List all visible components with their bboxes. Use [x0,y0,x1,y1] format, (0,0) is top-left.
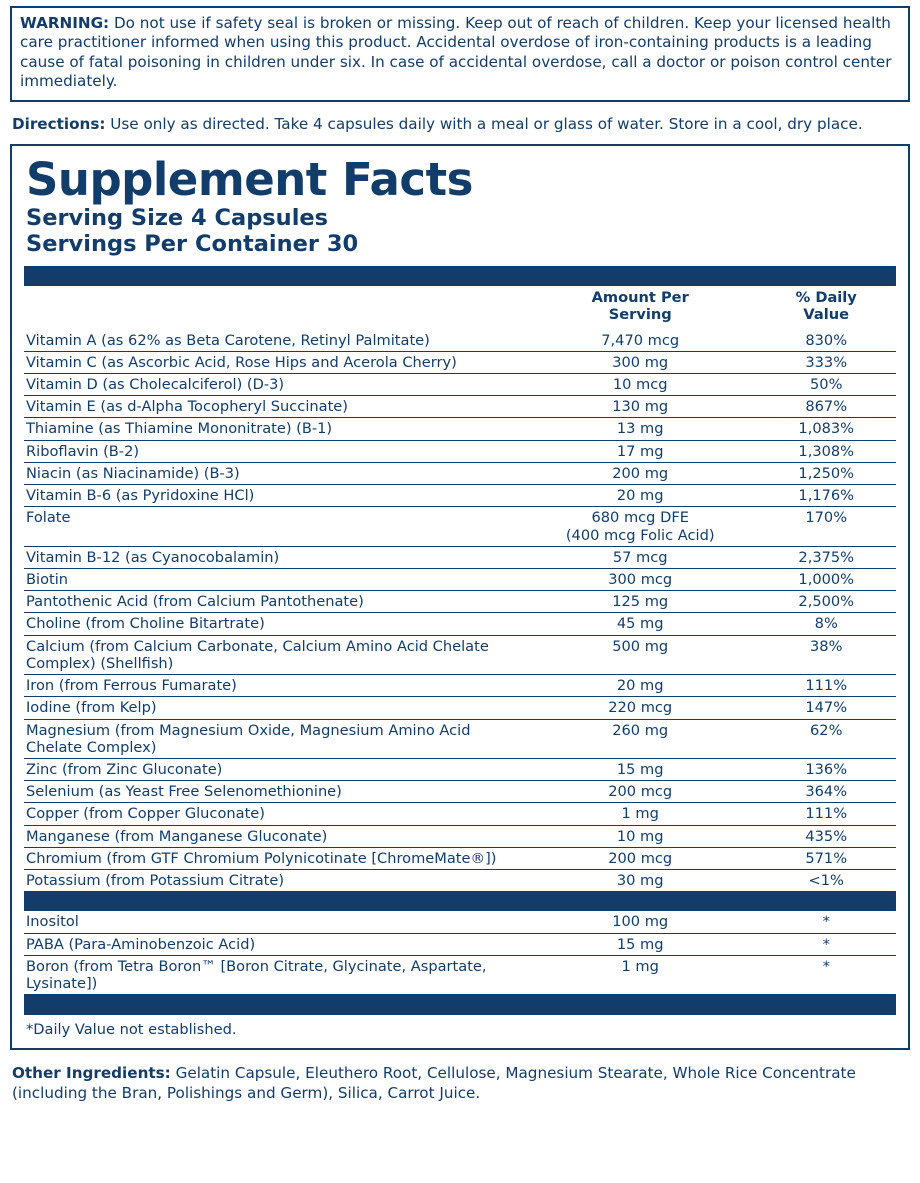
nutrient-daily-value: 50% [756,374,896,396]
nutrient-daily-value: 111% [756,803,896,825]
nutrient-amount [524,569,757,591]
table-row [24,396,896,418]
nutrient-amount [524,635,757,674]
supplement-facts-title: Supplement Facts [26,153,473,207]
amount-primary: 220 mcg [608,699,673,717]
table-row [24,591,896,613]
table-row [24,374,896,396]
amount-primary: 10 mg [616,827,664,845]
nutrient-name: Folate [24,507,524,546]
header-nutrient [24,286,524,329]
nutrient-amount [524,546,757,568]
nutrient-name: Pantothenic Acid (from Calcium Pantothenate) [24,591,524,613]
header-amount-line1: Amount Per [591,289,689,307]
nutrient-amount [524,418,757,440]
nutrient-amount [524,955,757,994]
nutrient-amount [524,485,757,507]
table-row [24,569,896,591]
nutrient-name: Thiamine (as Thiamine Mononitrate) (B-1) [24,418,524,440]
nutrient-name: Chromium (from GTF Chromium Polynicotinate [ChromeMate®]) [24,847,524,869]
nutrient-name: Vitamin B-12 (as Cyanocobalamin) [24,546,524,568]
nutrient-amount [524,803,757,825]
nutrient-daily-value: 1,000% [756,569,896,591]
table-row [24,697,896,719]
table-row [24,675,896,697]
table-row [24,955,896,994]
amount-primary: 1 mg [621,957,659,975]
table-row [24,758,896,780]
amount-primary: 45 mg [616,615,664,633]
nutrient-amount [524,911,757,933]
nutrient-name: PABA (Para-Aminobenzoic Acid) [24,933,524,955]
nutrition-table [24,266,896,1015]
nutrient-amount [524,870,757,892]
amount-primary: 57 mcg [612,548,668,566]
supplement-label-page [0,6,920,1183]
nutrient-name: Potassium (from Potassium Citrate) [24,870,524,892]
nutrient-daily-value: 2,375% [756,546,896,568]
nutrient-daily-value: 1,308% [756,440,896,462]
nutrient-daily-value: 364% [756,781,896,803]
nutrient-amount [524,675,757,697]
directions-block [10,115,910,134]
nutrient-daily-value: 571% [756,847,896,869]
amount-primary: 7,470 mcg [601,331,680,349]
warning-box [10,6,910,102]
top-rule-bar [24,266,896,286]
amount-primary: 200 mcg [608,783,673,801]
header-amount-line2: Serving [608,305,672,323]
header-dv-line2: Value [803,305,850,323]
nutrient-amount [524,933,757,955]
table-row [24,803,896,825]
warning-text: Do not use if safety seal is broken or missing. Keep out of reach of children. Keep your licensed health care practitioner informed when using this product. Accidental overdose of iron-containing products is a leading cause of fatal poisoning in children under six. In case of accidental overdose, call a doctor or poison control center immediately. [20,14,892,91]
nutrient-daily-value: 1,176% [756,485,896,507]
nutrient-daily-value: 111% [756,675,896,697]
nutrient-name: Iodine (from Kelp) [24,697,524,719]
table-row [24,613,896,635]
table-header-row [24,286,896,329]
nutrient-daily-value: 1,083% [756,418,896,440]
table-row [24,911,896,933]
amount-primary: 130 mg [612,398,669,416]
nutrient-daily-value: 333% [756,351,896,373]
nutrient-daily-value: * [822,913,830,931]
nutrient-amount [524,758,757,780]
nutrient-name: Selenium (as Yeast Free Selenomethionine) [24,781,524,803]
amount-primary: 200 mg [612,464,669,482]
header-daily-value [756,286,896,329]
header-amount-per-serving [524,286,757,329]
nutrient-name: Calcium (from Calcium Carbonate, Calcium Amino Acid Chelate Complex) (Shellfish) [24,635,524,674]
table-row [24,635,896,674]
nutrient-name: Magnesium (from Magnesium Oxide, Magnesium Amino Acid Chelate Complex) [24,719,524,758]
amount-secondary: (400 mcg Folic Acid) [565,526,715,544]
other-ingredients-label: Other Ingredients: [12,1064,171,1083]
table-row [24,485,896,507]
amount-primary: 15 mg [616,935,664,953]
amount-primary: 680 mcg DFE [591,509,689,527]
amount-primary: 500 mg [612,637,669,655]
table-row [24,870,896,892]
nutrient-amount [524,781,757,803]
nutrient-daily-value: 2,500% [756,591,896,613]
nutrient-amount [524,825,757,847]
table-row [24,825,896,847]
table-row [24,719,896,758]
amount-primary: 125 mg [612,593,669,611]
nutrient-daily-value: 1,250% [756,462,896,484]
amount-primary: 20 mg [616,487,664,505]
table-row [24,933,896,955]
nutrient-name: Iron (from Ferrous Fumarate) [24,675,524,697]
nutrient-daily-value: 136% [756,758,896,780]
nutrient-name: Zinc (from Zinc Gluconate) [24,758,524,780]
nutrient-name: Biotin [24,569,524,591]
amount-primary: 300 mg [612,353,669,371]
nutrient-daily-value: 170% [756,507,896,546]
nutrient-name: Manganese (from Manganese Gluconate) [24,825,524,847]
table-row [24,462,896,484]
nutrient-daily-value: 435% [756,825,896,847]
nutrient-name: Vitamin A (as 62% as Beta Carotene, Retinyl Palmitate) [26,331,430,349]
table-row [24,546,896,568]
nutrient-daily-value: 62% [756,719,896,758]
table-row [24,781,896,803]
nutrient-daily-value: 830% [805,331,848,349]
servings-per-container: Servings Per Container 30 [26,231,359,258]
nutrient-daily-value: 147% [756,697,896,719]
nutrient-amount [524,396,757,418]
nutrient-amount [524,374,757,396]
nutrient-name: Boron (from Tetra Boron™ [Boron Citrate, Glycinate, Aspartate, Lysinate]) [24,955,524,994]
nutrient-amount [524,847,757,869]
amount-primary: 13 mg [616,420,664,438]
daily-value-footnote: *Daily Value not established. [26,1021,237,1039]
mid-rule-bar [24,891,896,911]
nutrient-name: Riboflavin (B-2) [24,440,524,462]
supplement-facts-panel [10,144,910,1050]
directions-text: Use only as directed. Take 4 capsules daily with a meal or glass of water. Store in a cool, dry place. [105,114,863,133]
nutrient-name: Copper (from Copper Gluconate) [24,803,524,825]
table-row [24,440,896,462]
directions-label: Directions: [12,114,106,133]
table-row [24,507,896,546]
serving-size: Serving Size 4 Capsules [26,205,329,232]
amount-primary: 260 mg [612,721,669,739]
amount-primary: 100 mg [612,913,669,931]
amount-primary: 20 mg [616,677,664,695]
table-row [24,418,896,440]
nutrient-amount [524,613,757,635]
nutrient-daily-value: 867% [756,396,896,418]
table-row [24,330,896,352]
nutrient-name: Niacin (as Niacinamide) (B-3) [24,462,524,484]
nutrient-daily-value: * [756,933,896,955]
amount-primary: 10 mcg [612,376,668,394]
nutrient-name: Vitamin C (as Ascorbic Acid, Rose Hips and Acerola Cherry) [24,351,524,373]
nutrient-name: Vitamin B-6 (as Pyridoxine HCl) [24,485,524,507]
nutrient-daily-value: 8% [756,613,896,635]
nutrient-amount [524,591,757,613]
nutrient-amount [524,697,757,719]
amount-primary: 17 mg [616,442,664,460]
other-ingredients-block [10,1064,910,1103]
nutrient-amount [524,440,757,462]
nutrient-name: Inositol [26,913,79,931]
header-dv-line1: % Daily [795,289,857,307]
other-ingredients-text: Gelatin Capsule, Eleuthero Root, Cellulose, Magnesium Stearate, Whole Rice Concentrate (including the Bran, Polishings and Germ), Silica, Carrot Juice. [12,1064,856,1102]
nutrient-amount [524,351,757,373]
nutrient-name: Vitamin E (as d-Alpha Tocopheryl Succinate) [24,396,524,418]
nutrient-amount [524,507,757,546]
table-row [24,351,896,373]
nutrient-amount [524,719,757,758]
nutrient-daily-value: <1% [756,870,896,892]
amount-primary: 1 mg [621,805,659,823]
nutrient-name: Vitamin D (as Cholecalciferol) (D-3) [24,374,524,396]
amount-primary: 300 mcg [608,571,673,588]
table-row [24,847,896,869]
nutrient-amount [524,462,757,484]
warning-label: WARNING: [20,14,110,32]
nutrient-daily-value: * [756,955,896,994]
amount-primary: 15 mg [616,760,664,778]
nutrient-daily-value: 38% [756,635,896,674]
nutrient-amount [524,330,757,352]
nutrient-name: Choline (from Choline Bitartrate) [24,613,524,635]
bottom-rule-bar [24,994,896,1015]
amount-primary: 30 mg [616,872,664,890]
amount-primary: 200 mcg [608,849,673,867]
